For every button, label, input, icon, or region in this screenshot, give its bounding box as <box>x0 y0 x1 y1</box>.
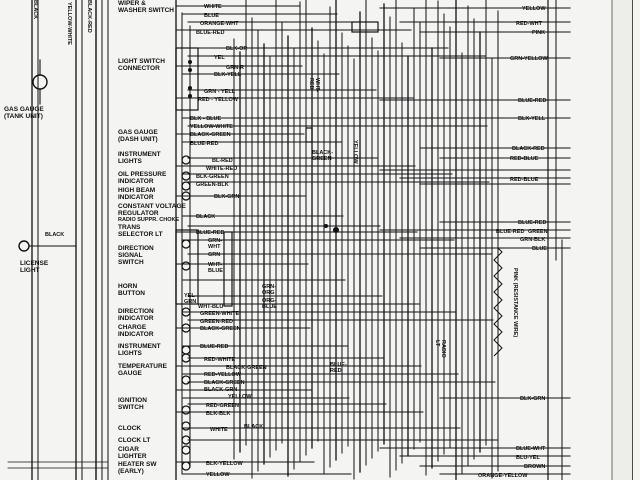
wire-label-blk-yell: BLK-YELL <box>214 72 242 78</box>
wire-label-bl-red: BL-RED <box>212 158 233 164</box>
wire-label-orange-yellow-r: ORANGE-YELLOW <box>478 473 528 479</box>
wire-label-black-grn-5: BLACK-GRN <box>204 387 238 393</box>
wire-label-black-left: BLACK <box>32 0 38 20</box>
ignition-switch-label: IGNITION SWITCH <box>118 397 147 411</box>
wire-label-blk-yellow: BLK-YELLOW <box>206 461 243 467</box>
bulb-15 <box>182 462 190 470</box>
bulb-8 <box>182 346 190 354</box>
wire-label-grn-r: GRN-R <box>226 65 245 71</box>
wire-label-black-red-left: BLACK-RED <box>86 0 92 33</box>
bulb-0 <box>182 156 190 164</box>
bulb-2 <box>182 182 190 190</box>
wire-label-red-yellow: RED - YELLOW <box>198 97 238 103</box>
wire-label-blue-red-v: BLUE- RED <box>330 362 347 374</box>
wire-label-black-2: BLACK <box>244 424 264 430</box>
wire-label-green-r: GREEN <box>528 229 548 235</box>
radio-choke-label: RADIO SUPPR. CHOKE <box>118 217 180 223</box>
wire-label-black-red-r: BLACK-RED <box>512 146 545 152</box>
wire-label-blk-grn-r: BLK-GRN <box>520 396 546 402</box>
instrument-lights-label-2: INSTRUMENT LIGHTS <box>118 343 161 357</box>
wire-label-blue-red-4: BLUE-RED <box>200 344 229 350</box>
wire-label-blue-red-r: BLUE-RED <box>518 98 547 104</box>
wire-label-grn-yellow: GRN-YELLOW <box>510 56 548 62</box>
wiper-switch-label: WIPER & WASHER SWITCH <box>118 0 174 14</box>
bulb-10 <box>182 376 190 384</box>
instrument-lights-label-1: INSTRUMENT LIGHTS <box>118 151 161 165</box>
horn-button-label: HORN BUTTON <box>118 283 145 297</box>
wire-label-blue-red-2: BLUE-RED <box>190 141 219 147</box>
temp-gauge-label: TEMPERATURE GAUGE <box>118 363 167 377</box>
wire-label-yel: YEL <box>214 55 225 61</box>
gas-gauge-tank-label: GAS GAUGE (TANK UNIT) <box>4 106 44 120</box>
wire-label-blue-r: BLUE <box>532 246 547 252</box>
gas-gauge-tank-symbol <box>33 75 47 89</box>
wire-label-pink: PINK <box>532 30 546 36</box>
wire-label-yellow: YELLOW <box>228 394 252 400</box>
terminal-dot-3 <box>188 94 192 98</box>
scan-edge-shade <box>612 0 632 480</box>
wire-label-red-white: RED-WHITE <box>204 357 236 363</box>
wire-label-blue: BLUE <box>204 13 219 19</box>
wire-label-yellow-v: YELLOW <box>352 140 358 164</box>
bulb-12 <box>182 422 190 430</box>
wire-label-white-red: WHITE-RED <box>206 166 238 172</box>
terminal-dot-1 <box>188 68 192 72</box>
wire-label-blk-green: BLK-GREEN <box>196 174 229 180</box>
wire-label-green-blk: GREEN-BLK <box>196 182 229 188</box>
cigar-lighter-label: CIGAR LIGHTER <box>118 446 147 460</box>
wire-label-blk-blue: BLK - BLUE <box>190 116 222 122</box>
wire-label-blue-wht-r: BLUE-WHT <box>516 446 546 452</box>
wire-label-black-license: BLACK <box>45 232 65 238</box>
terminal-dot-0 <box>188 60 192 64</box>
wire-label-yel-grn: YEL- GRN <box>184 293 197 305</box>
high-beam-label: HIGH BEAM INDICATOR <box>118 187 156 201</box>
junction-dot-2 <box>324 224 328 228</box>
resistor-mid <box>306 128 312 142</box>
wire-label-grn-blk-r: GRN-BLK <box>520 237 546 243</box>
wire-label-blue-red-3: BLUE-RED <box>196 230 225 236</box>
wire-label-black-green-3: BLACK-GREEN <box>226 365 267 371</box>
wire-label-org-blue: ORG- BLUE <box>262 298 277 310</box>
wire-label-yellow-r: YELLOW <box>522 6 546 12</box>
light-switch-connector-block <box>176 48 198 110</box>
wire-label-white-2: WHITE <box>210 427 228 433</box>
wire-label-black-green-2: BLACK-GREEN <box>200 326 241 332</box>
direction-switch-label: DIRECTION SIGNAL SWITCH <box>118 245 154 266</box>
wire-label-red-blue-r2: RED-BLUE <box>510 177 539 183</box>
wire-label-wht-blue: WHT- BLUE <box>208 262 223 274</box>
heater-sw-label: HEATER SW (EARLY) <box>118 461 157 475</box>
wire-label-black: BLACK <box>196 214 216 220</box>
wire-label-wht-red-v: WHT- RED <box>308 78 320 93</box>
clock-label: CLOCK <box>118 425 142 432</box>
wire-label-blk-or: BLK-OR <box>226 46 248 52</box>
charge-indicator-label: CHARGE INDICATOR <box>118 324 154 338</box>
wire-label-brown-r: BROWN <box>524 464 546 470</box>
wire-label-blk-blk: BLK-BLK <box>206 411 231 417</box>
wire-label-blu-yel-r: BLU-YEL <box>516 455 540 461</box>
cv-regulator-label: CONSTANT VOLTAGE REGULATOR <box>118 203 186 217</box>
direction-switch-bar <box>224 232 232 306</box>
wire-label-grn-org: GRN- ORG <box>262 284 277 296</box>
trans-selector-label: TRANS SELECTOR LT <box>118 224 163 238</box>
wire-label-grn-yell: GRN - YELL <box>204 89 236 95</box>
wire-label-red-yellow-2: RED-YELLOW <box>204 372 241 378</box>
wire-label-black-green-v: BLACK- GREEN <box>312 150 334 162</box>
terminal-dot-2 <box>188 86 192 90</box>
wire-label-yellow-white: YELLOW-WHITE <box>190 124 233 130</box>
wire-label-wht-blu: WHT-BLU <box>198 304 224 310</box>
bulb-11 <box>182 406 190 414</box>
wire-label-grn-wht: GRN- WHT <box>208 238 223 250</box>
wire-label-grn: GRN <box>208 252 221 258</box>
bulb-1 <box>182 172 190 180</box>
gas-gauge-dash-label: GAS GAUGE (DASH UNIT) <box>118 129 158 143</box>
wire-label-black-green: BLACK-GREEN <box>190 132 231 138</box>
wire-label-red-blue-r: RED-BLUE <box>510 156 539 162</box>
wire-label-yellow-2: YELLOW <box>206 472 230 478</box>
bulb-14 <box>182 446 190 454</box>
wire-label-radio-lt: RADIO LT <box>434 340 446 358</box>
direction-indicator-label: DIRECTION INDICATOR <box>118 308 154 322</box>
license-light-label: LICENSE LIGHT <box>20 260 49 274</box>
bulb-5 <box>182 262 190 270</box>
wire-label-blue-red: BLUE-RED <box>196 30 225 36</box>
junction-dot-1 <box>333 227 339 233</box>
wire-label-blk-yell-r: BLK-YELL <box>518 116 546 122</box>
clock-lt-label: CLOCK LT <box>118 437 151 444</box>
wire-label-pink-resistance: PINK (RESISTANCE WIRE) <box>512 268 518 338</box>
wire-label-red-green: RED-GREEN <box>206 403 240 409</box>
bulb-4 <box>182 240 190 248</box>
wire-label-orange-wht: ORANGE-WHT <box>200 21 239 27</box>
wire-label-blk-grn: BLK-GRN <box>214 194 240 200</box>
wire-label-green-red: GREEN-RED <box>200 319 234 325</box>
wire-label-green-white: GREEN-WHITE <box>200 311 240 317</box>
license-light-symbol <box>19 241 29 251</box>
wire-label-red-wht: RED-WHT <box>516 21 542 27</box>
wire-label-white: WHITE <box>204 4 222 10</box>
oil-pressure-label: OIL PRESSURE INDICATOR <box>118 171 167 185</box>
wire-label-blue-red-r2: BLUE-RED <box>518 220 547 226</box>
wire-label-blue-red-r3: BLUE-RED <box>496 229 525 235</box>
wire-label-yellow-white-left: YELLOW-WHITE <box>66 2 72 45</box>
wire-label-black-green-4: BLACK-GREEN <box>204 380 245 386</box>
light-switch-connector-label: LIGHT SWITCH CONNECTOR <box>118 58 165 72</box>
